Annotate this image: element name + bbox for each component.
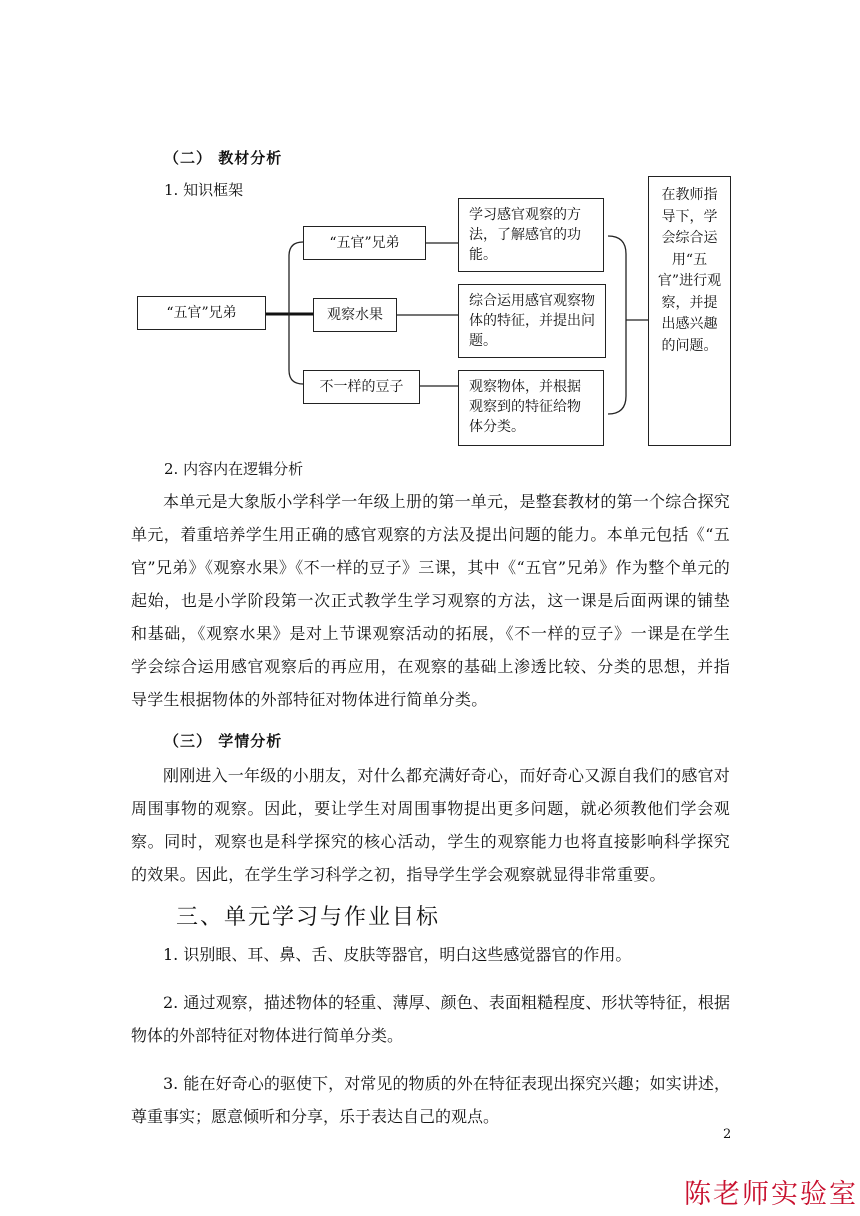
goal-item-1: 1. 识别眼、耳、鼻、舌、皮肤等器官，明白这些感觉器官的作用。 xyxy=(163,945,632,964)
goal-node-2: 综合运用感官观察物体的特征，并提出问题。 xyxy=(458,284,606,358)
summary-node: 在教师指导下，学会综合运用“五官”进行观察，并提出感兴趣的问题。 xyxy=(648,176,731,446)
page-number: 2 xyxy=(723,1127,732,1142)
knowledge-framework-diagram xyxy=(0,0,860,460)
section-heading-textbook-analysis: （二） 教材分析 xyxy=(164,149,283,167)
lesson-node-different-beans: 不一样的豆子 xyxy=(303,370,420,404)
watermark: 陈老师实验室 xyxy=(684,1179,858,1210)
diagram-connectors xyxy=(0,0,860,460)
subheading-logic-analysis: 2. 内容内在逻辑分析 xyxy=(164,460,304,478)
lesson-node-observe-fruit: 观察水果 xyxy=(313,298,397,332)
paragraph-learner-analysis: 刚刚进入一年级的小朋友，对什么都充满好奇心，而好奇心又源自我们的感官对周围事物的观察。因此，要让学生对周围事物提出更多问题，就必须教他们学会观察。同时，观察也是科学探究的核心活动，学生的观察能力也将直接影响科学探究的效果。因此，在学生学习科学之初，指导学生学会观察就显得非常重要。 xyxy=(131,766,731,884)
section-heading-unit-goals: 三、单元学习与作业目标 xyxy=(176,905,441,930)
section-heading-learner-analysis: （三） 学情分析 xyxy=(164,732,283,750)
goal-item-2: 2. 通过观察，描述物体的轻重、薄厚、颜色、表面粗糙程度、形状等特征，根据物体的外部特征对物体进行简单分类。 xyxy=(131,993,730,1045)
goal-item-3: 3. 能在好奇心的驱使下，对常见的物质的外在特征表现出探究兴趣；如实讲述，尊重事实；愿意倾听和分享，乐于表达自己的观点。 xyxy=(131,1074,730,1126)
goal-node-1: 学习感官观察的方法，了解感官的功能。 xyxy=(458,198,604,272)
lesson-node-five-senses: “五官”兄弟 xyxy=(303,226,426,260)
paragraph-logic-analysis: 本单元是大象版小学科学一年级上册的第一单元，是整套教材的第一个综合探究单元，着重培养学生用正确的感官观察的方法及提出问题的能力。本单元包括《“五官”兄弟》《观察水果》《不一样的豆子》三课，其中《“五官”兄弟》作为整个单元的起始，也是小学阶段第一次正式教学生学习观察的方法，这一课是后面两课的铺垫和基础，《观察水果》是对上节课观察活动的拓展，《不一样的豆子》一课是在学生学会综合运用感官观察后的再应用，在观察的基础上渗透比较、分类的思想，并指导学生根据物体的外部特征对物体进行简单分类。 xyxy=(131,492,731,709)
subheading-knowledge-framework: 1. 知识框架 xyxy=(164,181,244,199)
root-node: “五官”兄弟 xyxy=(137,296,266,330)
goal-node-3: 观察物体，并根据观察到的特征给物体分类。 xyxy=(458,370,604,446)
